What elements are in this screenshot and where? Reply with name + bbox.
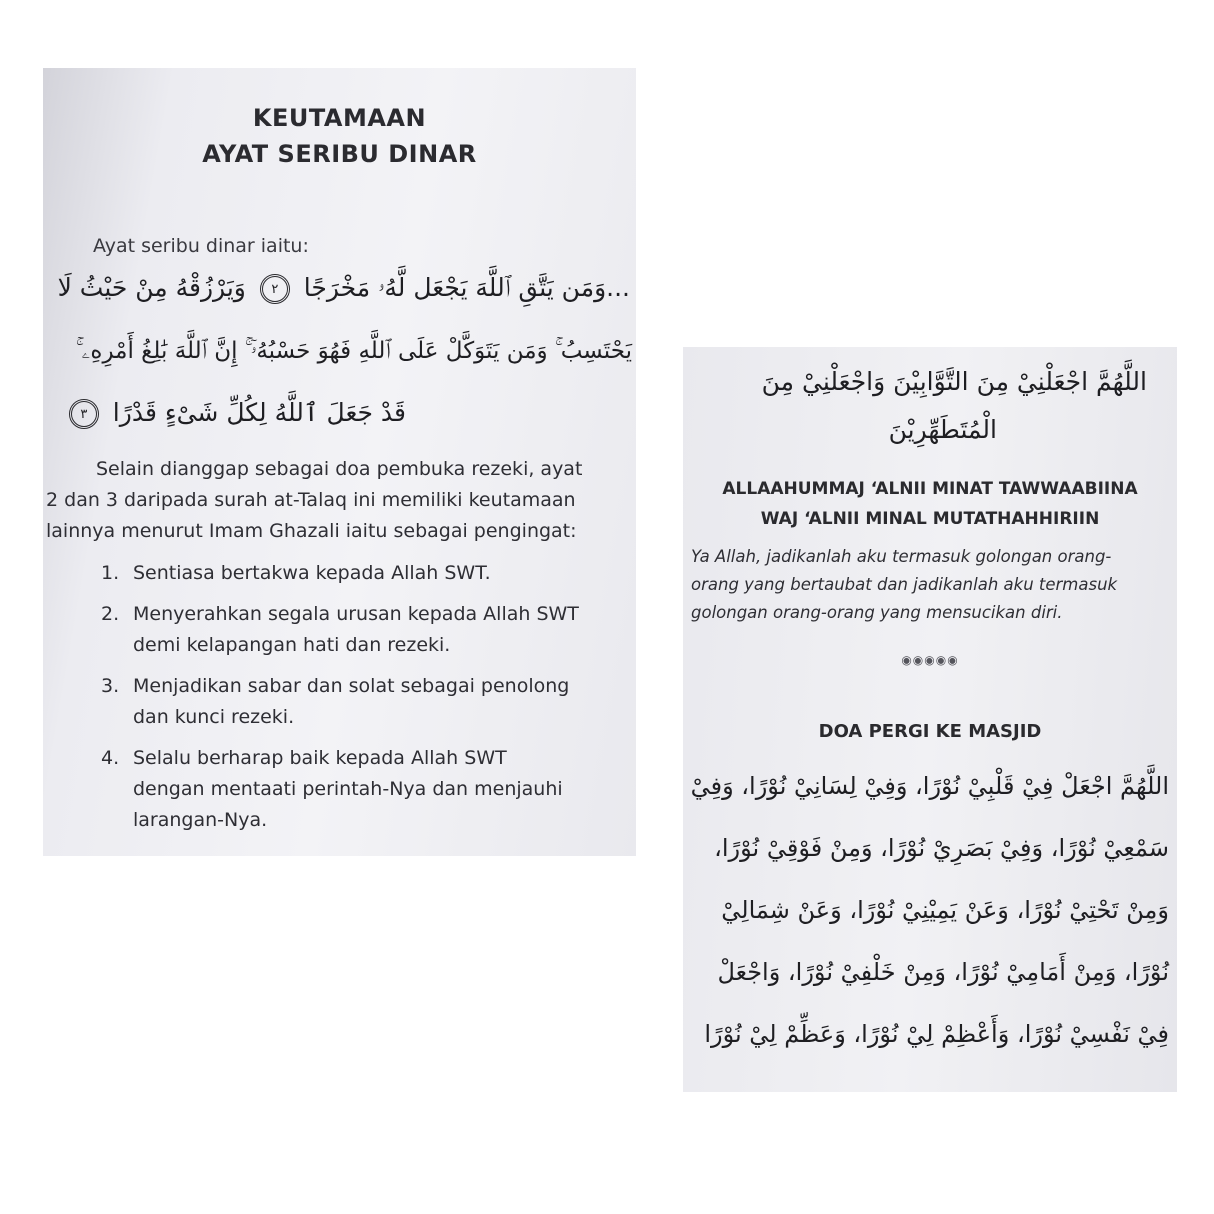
translation-text [691,543,1169,627]
list-number: 1. [101,562,120,584]
page-title-line1: KEUTAMAAN [252,104,427,132]
paragraph-line-2: 2 dan 3 daripada surah at-Talaq ini memiliki keutamaan [46,489,576,511]
verse-line-2: يَحْتَسِبُ ۚ وَمَن يَتَوَكَّلْ عَلَى ٱللَّهِ فَهُوَ حَسْبُهُۥٓ ۚ إِنَّ ٱللَّهَ بَٰلِغُ أَمْرِهِۦ ۚ [75,338,632,364]
list-number: 4. [101,747,120,769]
page-title-line2: AYAT SERIBU DINAR [202,140,477,168]
list-number: 2. [101,603,120,625]
masjid-arabic-line-1: اللَّهُمَّ اجْعَلْ فِيْ قَلْبِيْ نُوْرًا، وَفِيْ لِسَانِيْ نُوْرًا، وَفِيْ [690,772,1169,800]
list-number: 3. [101,675,120,697]
masjid-arabic-line-5: فِيْ نَفْسِيْ نُوْرًا، وَأَعْظِمْ لِيْ نُوْرًا، وَعَظِّمْ لِيْ نُوْرًا [704,1020,1169,1048]
list-item [101,743,606,836]
dua-arabic-line-2: الْمُتَطَهِّرِيْنَ [888,415,997,444]
list-item-text: Menjadikan sabar dan solat sebagai penolong [133,675,570,697]
masjid-arabic-line-3: وَمِنْ تَحْتِيْ نُوْرًا، وَعَنْ يَمِيْنِيْ نُوْرًا، وَعَنْ شِمَالِيْ [721,896,1169,924]
paragraph-line-1: Selain dianggap sebagai doa pembuka rezeki, ayat [96,458,583,480]
left-page [43,68,636,856]
verse-segment-4: قَدْ جَعَلَ ٱللَّهُ لِكُلِّ شَىْءٍ قَدْرًا [112,398,406,427]
list-item [101,671,606,733]
translation-line: Ya Allah, jadikanlah aku termasuk golongan orang- [691,547,1112,566]
masjid-arabic-line-2: سَمْعِيْ نُوْرًا، وَفِيْ بَصَرِيْ نُوْرًا، وَمِنْ فَوْقِيْ نُوْرًا، [714,834,1169,862]
list-item-text: demi kelapangan hati dan rezeki. [133,634,451,656]
transliteration-line-2: WAJ ‘ALNII MINAL MUTATHAHHIRIIN [760,509,1100,529]
ayah-end-mark-icon: ٣ [69,399,99,429]
dua-arabic-line-1: اللَّهُمَّ اجْعَلْنِيْ مِنَ التَّوَّابِيْنَ وَاجْعَلْنِيْ مِنَ [761,367,1147,396]
intro-text: Ayat seribu dinar iaitu: [93,235,309,257]
paragraph-line-3: lainnya menurut Imam Ghazali iaitu sebagai pengingat: [46,520,577,542]
verse-segment-2: وَيَرْزُقْهُ مِنْ حَيْثُ لَا [57,273,246,302]
transliteration-line-1: ALLAAHUMMAJ ‘ALNII MINAT TAWWAABIINA [722,479,1138,499]
ayah-end-mark-icon: ٢ [260,274,290,304]
verse-line-3 [63,398,406,429]
list-item-text: Menyerahkan segala urusan kepada Allah SWT [133,603,579,625]
benefits-list [101,558,606,846]
verse-segment-1: ...وَمَن يَتَّقِ ٱللَّهَ يَجْعَل لَّهُۥ مَخْرَجًا [303,273,630,302]
right-page [683,347,1177,1092]
list-item [101,558,606,589]
list-item [101,599,606,661]
list-item-text: Selalu berharap baik kepada Allah SWT [133,747,507,769]
section-title: DOA PERGI KE MASJID [818,721,1042,742]
list-item-text: Sentiasa bertakwa kepada Allah SWT. [133,562,491,584]
list-item-text: dan kunci rezeki. [133,706,295,728]
ornament-divider-icon: ◉◉◉◉◉ [901,653,959,667]
verse-line-1 [58,273,630,304]
translation-line: orang yang bertaubat dan jadikanlah aku termasuk [691,575,1118,594]
translation-line: golongan orang-orang yang mensucikan diri. [691,603,1063,622]
masjid-arabic-line-4: نُوْرًا، وَمِنْ أَمَامِيْ نُوْرًا، وَمِنْ خَلْفِيْ نُوْرًا، وَاجْعَلْ [717,958,1169,986]
list-item-text: larangan-Nya. [133,809,268,831]
list-item-text: dengan mentaati perintah-Nya dan menjauhi [133,778,563,800]
